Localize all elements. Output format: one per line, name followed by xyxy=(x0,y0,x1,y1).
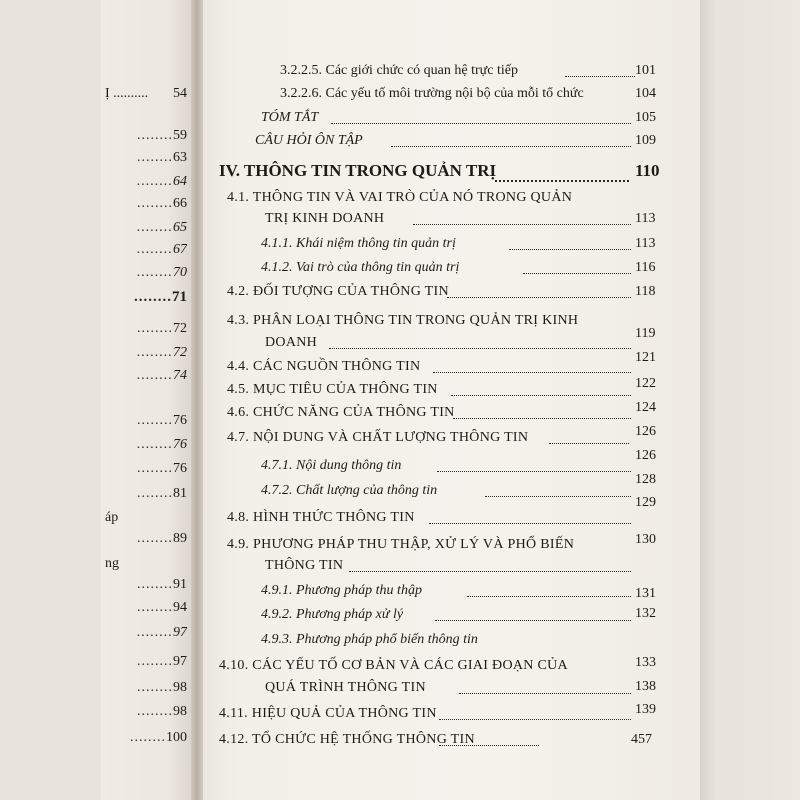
toc-entry: 4.9.3. Phương pháp phổ biến thông tin xyxy=(261,632,478,647)
folio-page-number: 457 xyxy=(631,732,652,747)
toc-page-number: 122 xyxy=(635,376,656,391)
toc-page-number: 124 xyxy=(635,400,656,415)
left-row: ........76 xyxy=(137,413,187,428)
dot-leader xyxy=(509,249,631,250)
left-row: ........74 xyxy=(137,368,187,383)
toc-entry: THÔNG TIN xyxy=(265,558,344,573)
dot-leader xyxy=(467,596,631,597)
toc-page-number: 128 xyxy=(635,472,656,487)
dot-leader xyxy=(437,471,631,472)
left-row: ........71 xyxy=(134,289,187,305)
toc-page-number: 133 xyxy=(635,655,656,670)
dot-leader xyxy=(429,523,631,524)
dot-leader xyxy=(331,123,631,124)
dot-leader xyxy=(439,745,539,746)
toc-page-number: 131 xyxy=(635,586,656,601)
toc-page-number: 104 xyxy=(635,86,656,101)
left-row: ........70 xyxy=(137,265,187,280)
left-page xyxy=(101,0,197,800)
toc-page-number: 105 xyxy=(635,110,656,125)
dot-leader xyxy=(549,443,629,444)
toc-entry: CÂU HỎI ÔN TẬP xyxy=(255,133,363,148)
left-row: ........76 xyxy=(137,437,187,452)
left-row: ........63 xyxy=(137,150,187,165)
dot-leader xyxy=(485,496,631,497)
dot-leader xyxy=(495,180,629,182)
toc-page-number: 116 xyxy=(635,260,656,275)
toc-page-number: 126 xyxy=(635,424,656,439)
toc-page-number: 132 xyxy=(635,606,656,621)
left-row: ........97 xyxy=(137,654,187,669)
dot-leader xyxy=(435,620,631,621)
dot-leader xyxy=(447,297,631,298)
toc-entry: 4.4. CÁC NGUỒN THÔNG TIN xyxy=(227,359,421,374)
toc-page-number: 129 xyxy=(635,495,656,510)
left-row: ........89 xyxy=(137,531,187,546)
toc-entry: 4.11. HIỆU QUẢ CỦA THÔNG TIN xyxy=(219,706,437,721)
dot-leader xyxy=(439,719,631,720)
toc-page-number: 113 xyxy=(635,211,656,226)
toc-entry: 4.1.1. Khái niệm thông tin quản trị xyxy=(261,236,456,251)
background-surface xyxy=(698,0,800,800)
toc-entry: 4.9. PHƯƠNG PHÁP THU THẬP, XỬ LÝ VÀ PHỔ BIẾN xyxy=(227,537,575,552)
toc-entry: 3.2.2.6. Các yếu tố môi trường nội bộ của mỗi tổ chức xyxy=(280,86,584,101)
toc-page-number: 118 xyxy=(635,284,656,299)
dot-leader xyxy=(349,571,631,572)
left-row: ........91 xyxy=(137,577,187,592)
left-row: ........64 xyxy=(137,174,187,189)
left-page-number: 54 xyxy=(173,86,187,101)
left-fragment-3: ng xyxy=(105,556,119,571)
left-row: ........72 xyxy=(137,321,187,336)
toc-page-number: 138 xyxy=(635,679,656,694)
left-fragment-1: Ị .......... xyxy=(105,86,149,101)
dot-leader xyxy=(329,348,631,349)
left-row: ........72 xyxy=(137,345,187,360)
toc-page-number: 110 xyxy=(635,161,660,180)
chapter-heading: IV. THÔNG TIN TRONG QUẢN TRỊ xyxy=(219,161,497,180)
toc-entry: TRỊ KINH DOANH xyxy=(265,211,385,226)
toc-entry: 4.7.2. Chất lượng của thông tin xyxy=(261,483,438,498)
toc-entry: QUÁ TRÌNH THÔNG TIN xyxy=(265,680,426,695)
left-row: ........98 xyxy=(137,704,187,719)
toc-entry: 4.5. MỤC TIÊU CỦA THÔNG TIN xyxy=(227,382,438,397)
left-fragment-2: áp xyxy=(105,510,119,525)
right-page xyxy=(203,0,700,800)
dot-leader xyxy=(413,224,631,225)
dot-leader xyxy=(433,372,631,373)
dot-leader xyxy=(565,76,635,77)
toc-entry: 4.6. CHỨC NĂNG CỦA THÔNG TIN xyxy=(227,405,455,420)
toc-entry: TÓM TẮT xyxy=(261,110,319,125)
toc-entry: 3.2.2.5. Các giới chức có quan hệ trực tiếp xyxy=(280,63,518,78)
toc-page-number: 139 xyxy=(635,702,656,717)
toc-page-number: 121 xyxy=(635,350,656,365)
toc-page-number: 113 xyxy=(635,236,656,251)
dot-leader xyxy=(453,418,631,419)
left-row: ........76 xyxy=(137,461,187,476)
toc-page-number: 101 xyxy=(635,63,656,78)
left-row: ........97 xyxy=(137,625,187,640)
left-row: ........67 xyxy=(137,242,187,257)
left-row: ........94 xyxy=(137,600,187,615)
toc-entry: DOANH xyxy=(265,335,318,350)
toc-page-number: 126 xyxy=(635,448,656,463)
dot-leader xyxy=(523,273,631,274)
left-row: ........98 xyxy=(137,680,187,695)
toc-entry: 4.2. ĐỐI TƯỢNG CỦA THÔNG TIN xyxy=(227,284,449,299)
left-row: ........59 xyxy=(137,128,187,143)
left-row: ........65 xyxy=(137,220,187,235)
toc-page-number: 130 xyxy=(635,532,656,547)
dot-leader xyxy=(451,395,631,396)
dot-leader xyxy=(459,693,631,694)
dot-leader xyxy=(391,146,631,147)
left-row: ........81 xyxy=(137,486,187,501)
toc-page-number: 109 xyxy=(635,133,656,148)
toc-entry: 4.9.1. Phương pháp thu thập xyxy=(261,583,422,598)
toc-entry: 4.7. NỘI DUNG VÀ CHẤT LƯỢNG THÔNG TIN xyxy=(227,430,529,445)
toc-entry: 4.1. THÔNG TIN VÀ VAI TRÒ CỦA NÓ TRONG QUẢN xyxy=(227,190,573,205)
toc-entry: 4.10. CÁC YẾU TỐ CƠ BẢN VÀ CÁC GIAI ĐOẠN CỦA xyxy=(219,658,568,673)
toc-entry: 4.3. PHÂN LOẠI THÔNG TIN TRONG QUẢN TRỊ KINH xyxy=(227,313,579,328)
toc-entry: 4.12. TỔ CHỨC HỆ THỐNG THÔNG TIN xyxy=(219,732,475,747)
left-row: ........66 xyxy=(137,196,187,211)
toc-entry: 4.9.2. Phương pháp xử lý xyxy=(261,607,404,622)
toc-entry: 4.1.2. Vai trò của thông tin quản trị xyxy=(261,260,460,275)
toc-page-number: 119 xyxy=(635,326,656,341)
toc-entry: 4.7.1. Nội dung thông tin xyxy=(261,458,402,473)
left-row: ........100 xyxy=(130,730,187,745)
toc-entry: 4.8. HÌNH THỨC THÔNG TIN xyxy=(227,510,415,525)
